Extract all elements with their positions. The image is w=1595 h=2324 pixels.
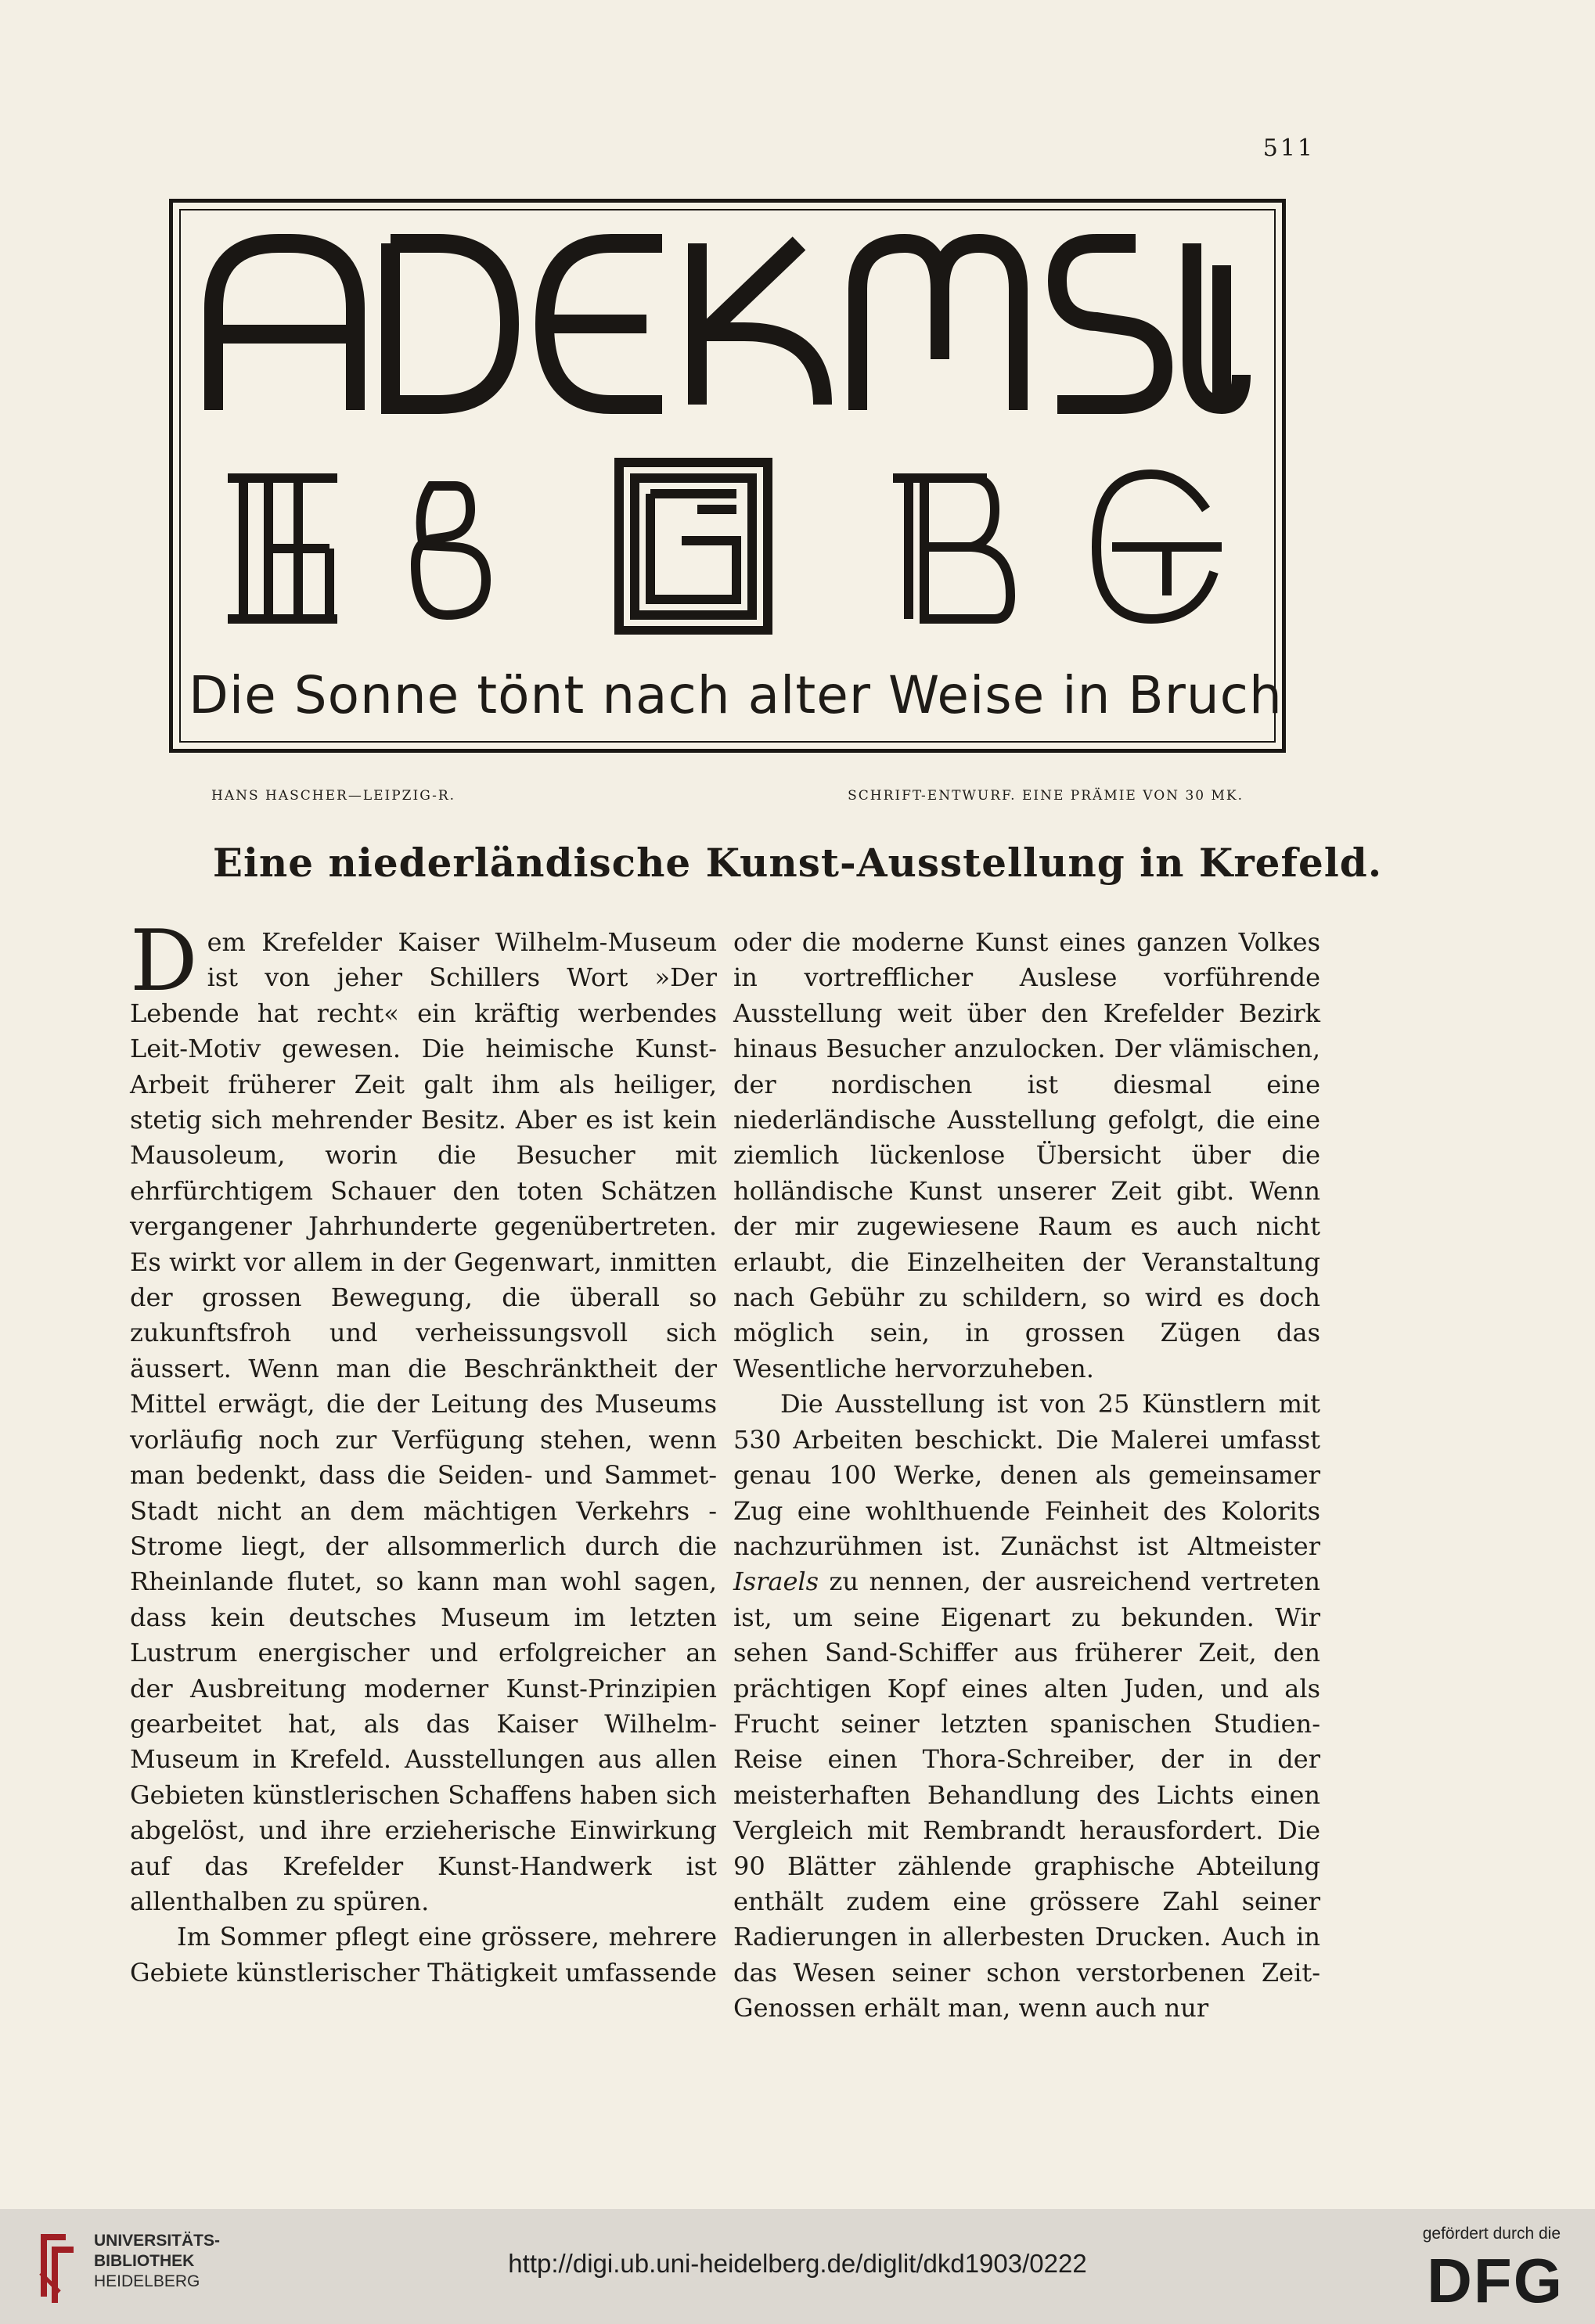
type-specimen-plate (169, 199, 1286, 753)
glyph-e (545, 243, 662, 405)
paragraph: Dem Krefelder Kaiser Wilhelm-Museum ist von jeher Schillers Wort »Der Lebende hat recht« ein kräftig werbendes Leit-Motiv gewesen. Die heimische Kunst-Arbeit früherer Zeit galt ihm als heiliger, stetig sich mehrender Besitz. Aber es ist kein Mausoleum, worin die Besucher mit ehrfürchtigem Schauer den toten Schätzen vergangener Jahrhunderte gegenübertreten. Es wirkt vor allem in der Gegenwart, inmitten der grossen Bewegung, die überall so zukunftsfroh und verheissungsvoll sich äussert. Wenn man die Beschränktheit der Mittel erwägt, die der Leitung des Museums vorläufig noch zur Verfügung stehen, wenn man bedenkt, dass die Seiden- und Sammet-Stadt nicht an dem mächtigen Verkehrs - Strome liegt, der allsommerlich durch die Rheinlande flutet, so kann man wohl sagen, dass kein deutsches Museum im letzten Lustrum energischer und erfolgreicher an der Ausbreitung moderner Kunst-Prinzipien gearbeitet hat, als das Kaiser Wilhelm-Museum in Krefeld. Ausstellungen aus allen Gebieten künstlerischen Schaffens haben sich abgelöst, und ihre erzieherische Einwirkung auf das Krefelder Kunst-Handwerk ist allenthalben zu spüren. (130, 912, 717, 1916)
plate-caption (169, 788, 1286, 811)
glyph-d (391, 243, 509, 405)
glyph-b-ornament (893, 478, 1010, 619)
glyph-m (858, 243, 1018, 410)
article-column-left (130, 912, 717, 1991)
drop-cap: D (130, 912, 198, 1010)
permalink-url[interactable]: http://digi.ub.uni-heidelberg.de/diglit/dkd1903/0222 (508, 2249, 1087, 2278)
specimen-alphabet (204, 234, 1251, 414)
artist-name-israels: Israels (733, 1567, 819, 1597)
article-column-right (733, 925, 1320, 2027)
funding-label: gefördert durch die (1422, 2225, 1561, 2243)
paragraph: Die Ausstellung ist von 25 Künstlern mit 530 Arbeiten beschickt. Die Malerei umfasst genau 100 Werke, denen als gemeinsamer Zug eine wohlthuende Feinheit des Kolorits nachzurühmen ist. Zunächst ist Altmeister Israels zu nennen, der ausreichend vertreten ist, um seine Eigenart zu bekunden. Wir sehen Sand-Schiffer aus früherer Zeit, den prächtigen Kopf eines alten Juden, und als Frucht seiner letzten spanischen Studien-Reise einen Thora-Schreiber, der in der meisterhaften Behandlung des Lichts einen Vergleich mit Rembrandt herausfordert. Die 90 Blätter zählende graphische Abteilung enthält zudem eine grössere Zahl seiner Radierungen in allerbesten Drucken. Auch in das Wesen seiner schon verstorbenen Zeit-Genossen erhält man, wenn auch nur (733, 1389, 1320, 2024)
glyph-th-ligature (228, 478, 337, 619)
paragraph: oder die moderne Kunst eines ganzen Volkes in vortrefflicher Auslese vorführende Ausstellung weit über den Krefelder Bezirk hinaus Besucher anzulocken. Der vlämischen, der nordischen ist diesmal eine niederländische Ausstellung gefolgt, die eine ziemlich lückenlose Übersicht über die holländische Kunst unserer Zeit gibt. Wenn der mir zugewiesene Raum es auch nicht erlaubt, die Einzelheiten der Veranstaltung nach Gebühr zu schildern, so wird es doch möglich sein, in grossen Zügen das Wesentliche hervorzuheben. (733, 927, 1320, 1383)
glyph-s-ornament (416, 486, 486, 615)
glyph-s (1057, 243, 1163, 405)
article-title: Eine niederländische Kunst-Ausstellung in Krefeld. (212, 840, 1383, 886)
glyph-boxed-ornament (619, 462, 768, 631)
digitization-footer (0, 2209, 1595, 2324)
glyph-w (1192, 243, 1241, 405)
page-number: 511 (1262, 135, 1315, 162)
specimen-ligatures (220, 455, 1235, 635)
glyph-a (214, 243, 355, 410)
caption-description: SCHRIFT-ENTWURF. EINE PRÄMIE VON 30 MK. (848, 788, 1244, 804)
glyph-k (697, 243, 823, 405)
glyph-c-ornament (1096, 474, 1222, 619)
caption-artist: HANS HASCHER—LEIPZIG-R. (211, 788, 456, 804)
dfg-logo: DFG (1427, 2246, 1564, 2315)
specimen-sentence: Die Sonne tönt nach alter Weise in Bruch (189, 665, 1283, 725)
university-library-name: UNIVERSITÄTS- BIBLIOTHEK HEIDELBERG (94, 2232, 221, 2290)
paragraph: Im Sommer pflegt eine grössere, mehrere Gebiete künstlerischer Thätigkeit umfassende (130, 1922, 717, 1988)
